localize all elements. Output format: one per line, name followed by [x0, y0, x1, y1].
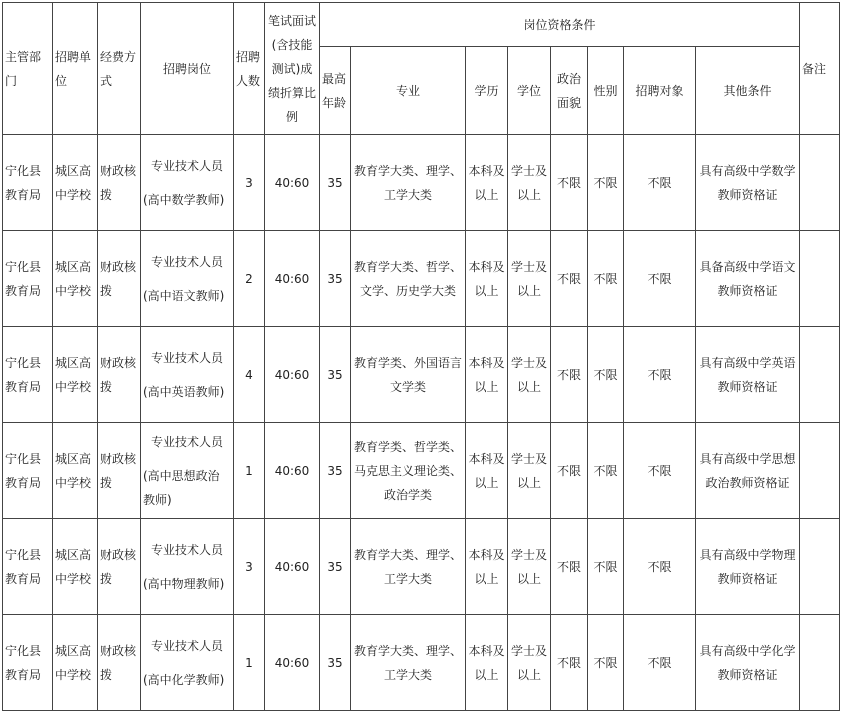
cell-count: 4 [234, 327, 265, 423]
cell-funding: 财政核拨 [98, 615, 141, 711]
cell-education: 本科及以上 [466, 615, 508, 711]
cell-count: 2 [234, 231, 265, 327]
header-degree: 学位 [508, 47, 551, 135]
cell-gender: 不限 [588, 135, 624, 231]
cell-funding: 财政核拨 [98, 327, 141, 423]
cell-political: 不限 [551, 231, 588, 327]
cell-max-age: 35 [320, 519, 351, 615]
cell-education: 本科及以上 [466, 423, 508, 519]
cell-max-age: 35 [320, 423, 351, 519]
cell-post [141, 231, 234, 327]
cell-remark [800, 135, 840, 231]
cell-other: 具备高级中学语文教师资格证 [696, 231, 800, 327]
cell-remark [800, 519, 840, 615]
header-count: 招聘人数 [234, 3, 265, 135]
cell-department: 宁化县教育局 [3, 615, 53, 711]
cell-department: 宁化县教育局 [3, 519, 53, 615]
header-political: 政治面貌 [551, 47, 588, 135]
cell-education: 本科及以上 [466, 519, 508, 615]
cell-unit: 城区高中学校 [53, 615, 98, 711]
cell-funding: 财政核拨 [98, 423, 141, 519]
post-type: 专业技术人员 [150, 254, 223, 269]
cell-count: 1 [234, 423, 265, 519]
cell-degree: 学士及以上 [508, 423, 551, 519]
table-row [3, 519, 840, 615]
post-name: (高中语文教师) [143, 288, 225, 303]
header-ratio: 笔试面试(含技能测试)成绩折算比例 [265, 3, 320, 135]
table-row [3, 327, 840, 423]
cell-target: 不限 [624, 231, 696, 327]
cell-count: 3 [234, 519, 265, 615]
cell-ratio: 40:60 [265, 615, 320, 711]
header-gender: 性别 [588, 47, 624, 135]
cell-ratio: 40:60 [265, 327, 320, 423]
cell-political: 不限 [551, 423, 588, 519]
table-row [3, 231, 840, 327]
cell-other: 具有高级中学物理教师资格证 [696, 519, 800, 615]
cell-max-age: 35 [320, 135, 351, 231]
header-qualification-group: 岗位资格条件 [320, 3, 800, 47]
cell-gender: 不限 [588, 615, 624, 711]
cell-major: 教育学大类、理学、工学大类 [351, 135, 466, 231]
cell-post [141, 423, 234, 519]
cell-major: 教育学大类、哲学、文学、历史学大类 [351, 231, 466, 327]
post-name: (高中化学教师) [143, 672, 225, 687]
header-other: 其他条件 [696, 47, 800, 135]
post-type: 专业技术人员 [150, 434, 223, 449]
header-max-age: 最高年龄 [320, 47, 351, 135]
cell-post [141, 327, 234, 423]
cell-count: 3 [234, 135, 265, 231]
post-type: 专业技术人员 [150, 542, 223, 557]
cell-post [141, 519, 234, 615]
cell-max-age: 35 [320, 327, 351, 423]
post-name: (高中思想政治教师) [143, 468, 220, 507]
post-name: (高中数学教师) [143, 192, 225, 207]
cell-major: 教育学类、外国语言文学类 [351, 327, 466, 423]
cell-gender: 不限 [588, 423, 624, 519]
post-type: 专业技术人员 [150, 350, 223, 365]
cell-unit: 城区高中学校 [53, 423, 98, 519]
cell-department: 宁化县教育局 [3, 231, 53, 327]
cell-remark [800, 327, 840, 423]
post-type: 专业技术人员 [150, 638, 223, 653]
table-body [3, 135, 840, 711]
cell-remark [800, 423, 840, 519]
cell-remark [800, 615, 840, 711]
cell-target: 不限 [624, 423, 696, 519]
cell-department: 宁化县教育局 [3, 135, 53, 231]
header-post: 招聘岗位 [141, 3, 234, 135]
table-header [3, 3, 840, 135]
cell-unit: 城区高中学校 [53, 327, 98, 423]
cell-max-age: 35 [320, 231, 351, 327]
cell-ratio: 40:60 [265, 231, 320, 327]
table-row [3, 615, 840, 711]
cell-unit: 城区高中学校 [53, 231, 98, 327]
cell-target: 不限 [624, 519, 696, 615]
cell-education: 本科及以上 [466, 327, 508, 423]
cell-funding: 财政核拨 [98, 135, 141, 231]
header-education: 学历 [466, 47, 508, 135]
cell-post [141, 615, 234, 711]
table-row [3, 423, 840, 519]
header-target: 招聘对象 [624, 47, 696, 135]
cell-ratio: 40:60 [265, 519, 320, 615]
cell-degree: 学士及以上 [508, 615, 551, 711]
post-type: 专业技术人员 [150, 158, 223, 173]
cell-major: 教育学大类、理学、工学大类 [351, 519, 466, 615]
post-name: (高中物理教师) [143, 576, 225, 591]
cell-degree: 学士及以上 [508, 231, 551, 327]
cell-gender: 不限 [588, 231, 624, 327]
cell-degree: 学士及以上 [508, 519, 551, 615]
cell-other: 具有高级中学数学教师资格证 [696, 135, 800, 231]
recruitment-table [2, 2, 840, 711]
cell-max-age: 35 [320, 615, 351, 711]
cell-gender: 不限 [588, 519, 624, 615]
cell-other: 具有高级中学英语教师资格证 [696, 327, 800, 423]
header-major: 专业 [351, 47, 466, 135]
cell-target: 不限 [624, 135, 696, 231]
header-department: 主管部门 [3, 3, 53, 135]
cell-degree: 学士及以上 [508, 327, 551, 423]
cell-funding: 财政核拨 [98, 519, 141, 615]
cell-ratio: 40:60 [265, 135, 320, 231]
cell-remark [800, 231, 840, 327]
header-funding: 经费方式 [98, 3, 141, 135]
cell-count: 1 [234, 615, 265, 711]
cell-target: 不限 [624, 327, 696, 423]
cell-political: 不限 [551, 327, 588, 423]
post-name: (高中英语教师) [143, 384, 225, 399]
cell-degree: 学士及以上 [508, 135, 551, 231]
cell-education: 本科及以上 [466, 135, 508, 231]
cell-political: 不限 [551, 615, 588, 711]
cell-other: 具有高级中学思想政治教师资格证 [696, 423, 800, 519]
cell-other: 具有高级中学化学教师资格证 [696, 615, 800, 711]
cell-political: 不限 [551, 135, 588, 231]
cell-unit: 城区高中学校 [53, 519, 98, 615]
cell-ratio: 40:60 [265, 423, 320, 519]
cell-department: 宁化县教育局 [3, 423, 53, 519]
cell-major: 教育学大类、理学、工学大类 [351, 615, 466, 711]
cell-target: 不限 [624, 615, 696, 711]
table-row [3, 135, 840, 231]
header-remark: 备注 [800, 3, 840, 135]
cell-major: 教育学类、哲学类、马克思主义理论类、政治学类 [351, 423, 466, 519]
cell-gender: 不限 [588, 327, 624, 423]
header-unit: 招聘单位 [53, 3, 98, 135]
cell-funding: 财政核拨 [98, 231, 141, 327]
cell-unit: 城区高中学校 [53, 135, 98, 231]
cell-department: 宁化县教育局 [3, 327, 53, 423]
cell-post [141, 135, 234, 231]
cell-education: 本科及以上 [466, 231, 508, 327]
cell-political: 不限 [551, 519, 588, 615]
